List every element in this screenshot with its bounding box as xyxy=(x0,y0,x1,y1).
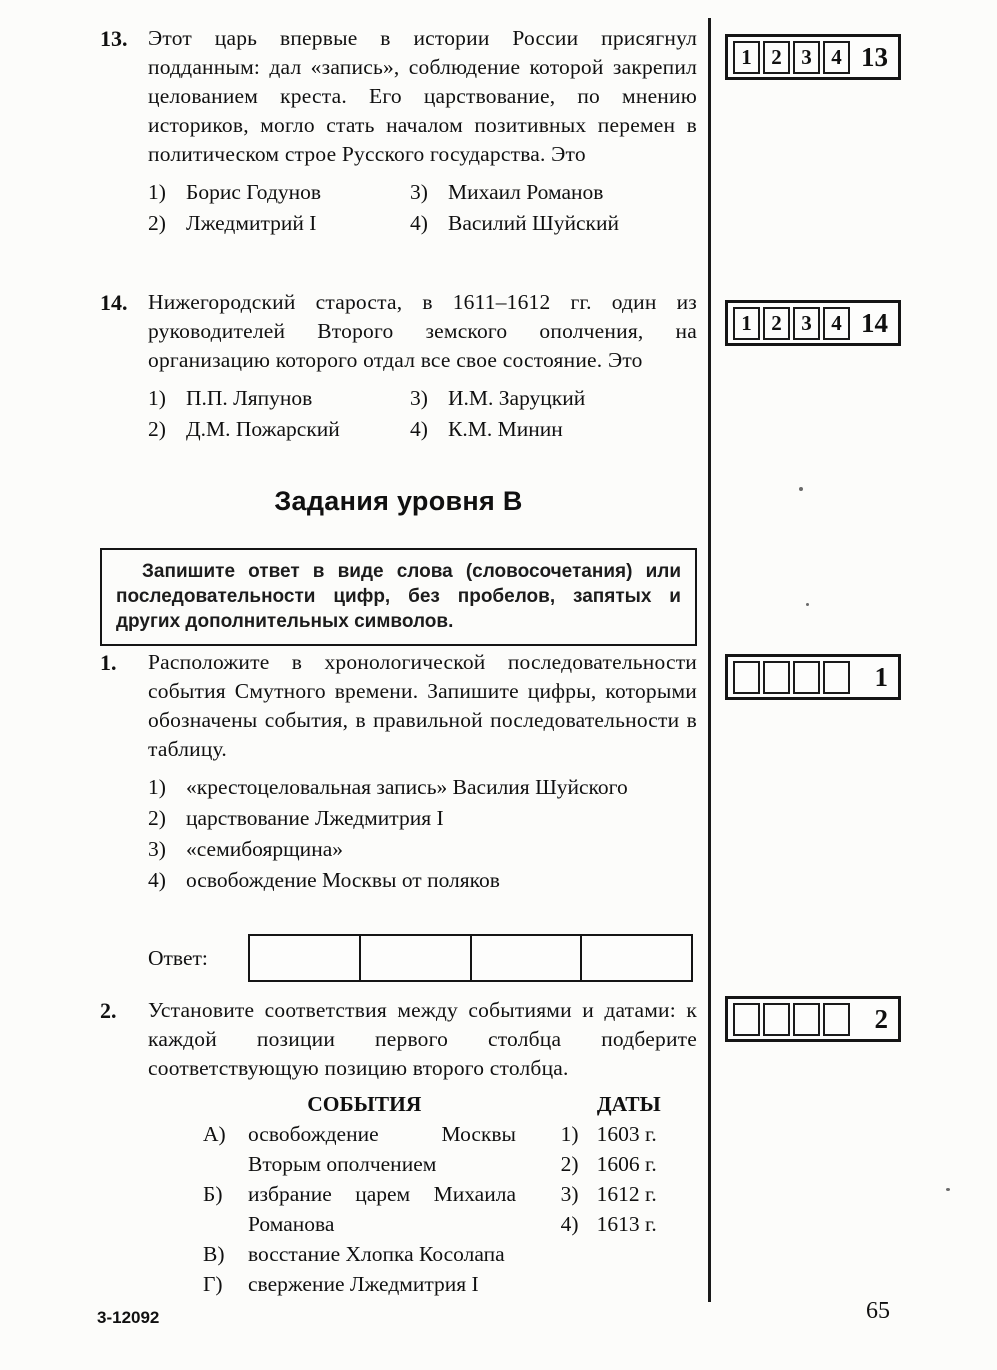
cell-3: 3 xyxy=(793,307,820,340)
answer-cell-3 xyxy=(470,936,581,980)
cell-2: 2 xyxy=(763,307,790,340)
margin-answer-box-14 xyxy=(725,300,901,346)
dates-column xyxy=(561,1119,697,1299)
margin-answer-box-b1 xyxy=(725,654,901,700)
margin-divider-line xyxy=(708,18,711,1302)
cell-4: 4 xyxy=(823,307,850,340)
answer-cell-4 xyxy=(580,936,691,980)
answer-cell-1 xyxy=(250,936,359,980)
cell-2: 2 xyxy=(763,41,790,74)
answer-cell-2 xyxy=(359,936,470,980)
option-label: П.П. Ляпунов xyxy=(186,386,313,410)
question-text: Расположите в хронологической последовательности события Смутного времени. Запишите цифры, которыми обозначены события, в правильной последовательности в таблицу. xyxy=(148,650,697,761)
date-label: 1606 г. xyxy=(596,1152,657,1176)
margin-answer-box-b2 xyxy=(725,996,901,1042)
event-label: восстание Хлопка Косолапа xyxy=(248,1242,505,1266)
option-label: «семибоярщина» xyxy=(186,837,343,861)
question-text: Нижегородский староста, в 1611–1612 гг. один из руководителей Второго земского ополчения, на организацию которого отдал все свое состояние. Это xyxy=(148,290,697,372)
print-run-code: 3-12092 xyxy=(97,1308,160,1327)
option-number: 3) xyxy=(148,837,166,861)
question-b2 xyxy=(100,996,697,1299)
date-2 xyxy=(561,1149,697,1179)
matching-block xyxy=(203,1089,697,1299)
option-number: 1) xyxy=(148,180,166,204)
events-header: СОБЫТИЯ xyxy=(307,1092,422,1116)
box-question-number: 14 xyxy=(861,307,888,338)
question-14-options xyxy=(148,383,697,445)
option-label: Михаил Романов xyxy=(448,180,604,204)
cell-1: 1 xyxy=(733,41,760,74)
question-14 xyxy=(100,288,697,445)
option-4 xyxy=(148,865,697,896)
event-label: освобождение Москвы Вторым ополчением xyxy=(248,1122,516,1176)
option-label: Василий Шуйский xyxy=(448,211,619,235)
cell-2 xyxy=(763,1003,790,1036)
option-3 xyxy=(410,383,697,414)
option-2 xyxy=(148,208,410,239)
option-number: 2) xyxy=(148,806,166,830)
option-label: К.М. Минин xyxy=(448,417,563,441)
date-number: 3) xyxy=(560,1182,579,1206)
cell-3: 3 xyxy=(793,41,820,74)
scan-artifact xyxy=(946,1188,950,1191)
question-number: 14. xyxy=(100,290,128,315)
option-label: царствование Лжедмитрия I xyxy=(186,806,444,830)
date-number: 1) xyxy=(560,1122,579,1146)
cell-4 xyxy=(823,661,850,694)
option-1 xyxy=(148,772,697,803)
option-4 xyxy=(410,208,697,239)
cell-2 xyxy=(763,661,790,694)
option-label: Д.М. Пожарский xyxy=(186,417,340,441)
date-3 xyxy=(561,1179,697,1209)
answer-option-cells xyxy=(733,661,850,694)
date-label: 1612 г. xyxy=(596,1182,657,1206)
option-4 xyxy=(410,414,697,445)
event-label: свержение Лжедмитрия I xyxy=(248,1272,479,1296)
option-label: Лжедмитрий I xyxy=(186,211,317,235)
option-label: И.М. Заруцкий xyxy=(448,386,586,410)
option-number: 4) xyxy=(410,417,428,441)
cell-3 xyxy=(793,1003,820,1036)
instruction-text: Запишите ответ в виде слова (словосочетания) или последовательности цифр, без пробелов, запятых и других дополнительных символов. xyxy=(116,561,681,632)
option-number: 2) xyxy=(148,417,166,441)
option-number: 4) xyxy=(148,868,166,892)
question-text: Этот царь впервые в истории России присягнул подданным: дал «запись», соблюдение которой закрепил целованием креста. Его царствование, по мнению историков, могло стать началом позитивных перемен в политическом строе Русского государства. Это xyxy=(148,26,697,166)
date-number: 2) xyxy=(560,1152,579,1176)
question-number: 1. xyxy=(100,650,117,675)
option-1 xyxy=(148,383,410,414)
date-number: 4) xyxy=(560,1212,579,1236)
box-question-number: 13 xyxy=(861,41,888,72)
option-number: 4) xyxy=(410,211,428,235)
events-column xyxy=(203,1119,526,1299)
option-1 xyxy=(148,177,410,208)
option-number: 3) xyxy=(410,180,428,204)
answer-table xyxy=(248,934,693,982)
option-number: 1) xyxy=(148,386,166,410)
cell-1 xyxy=(733,1003,760,1036)
dates-header: ДАТЫ xyxy=(596,1092,661,1116)
question-number: 2. xyxy=(100,998,117,1023)
cell-3 xyxy=(793,661,820,694)
event-letter: Б) xyxy=(203,1182,223,1206)
date-1 xyxy=(561,1119,697,1149)
answer-label: Ответ: xyxy=(148,945,208,970)
option-label: освобождение Москвы от поляков xyxy=(186,868,500,892)
question-text: Установите соответствия между событиями и датами: к каждой позиции первого столбца подберите соответствующую позицию второго столбца. xyxy=(148,998,697,1080)
option-label: Борис Годунов xyxy=(186,180,322,204)
event-a xyxy=(203,1119,526,1179)
option-number: 2) xyxy=(148,211,166,235)
event-letter: А) xyxy=(203,1122,226,1146)
box-question-number: 2 xyxy=(874,1003,888,1034)
option-number: 3) xyxy=(410,386,428,410)
answer-option-cells xyxy=(733,307,850,340)
event-b xyxy=(203,1179,526,1239)
answer-option-cells xyxy=(733,41,850,74)
box-question-number: 1 xyxy=(874,661,888,692)
section-b-title: Задания уровня В xyxy=(274,486,523,516)
option-3 xyxy=(148,834,697,865)
date-label: 1603 г. xyxy=(596,1122,657,1146)
event-letter: В) xyxy=(203,1242,225,1266)
cell-1: 1 xyxy=(733,307,760,340)
date-label: 1613 г. xyxy=(596,1212,657,1236)
option-number: 1) xyxy=(148,775,166,799)
option-2 xyxy=(148,803,697,834)
option-2 xyxy=(148,414,410,445)
cell-4: 4 xyxy=(823,41,850,74)
instruction-box xyxy=(100,548,697,646)
margin-answer-box-13 xyxy=(725,34,901,80)
event-g xyxy=(203,1269,526,1299)
answer-option-cells xyxy=(733,1003,850,1036)
question-13-options xyxy=(148,177,697,239)
event-label: избрание царем Михаила Романова xyxy=(248,1182,516,1236)
event-v xyxy=(203,1239,526,1269)
option-label: «крестоцеловальная запись» Василия Шуйского xyxy=(186,775,628,799)
scan-artifact xyxy=(799,487,803,491)
cell-1 xyxy=(733,661,760,694)
question-13 xyxy=(100,24,697,239)
cell-4 xyxy=(823,1003,850,1036)
page-number: 65 xyxy=(866,1298,890,1324)
event-letter: Г) xyxy=(203,1272,223,1296)
answer-strip xyxy=(148,934,745,982)
question-b1 xyxy=(100,648,697,896)
question-b1-options xyxy=(148,772,697,896)
option-3 xyxy=(410,177,697,208)
date-4 xyxy=(561,1209,697,1239)
scan-artifact xyxy=(806,603,809,606)
question-number: 13. xyxy=(100,26,128,51)
